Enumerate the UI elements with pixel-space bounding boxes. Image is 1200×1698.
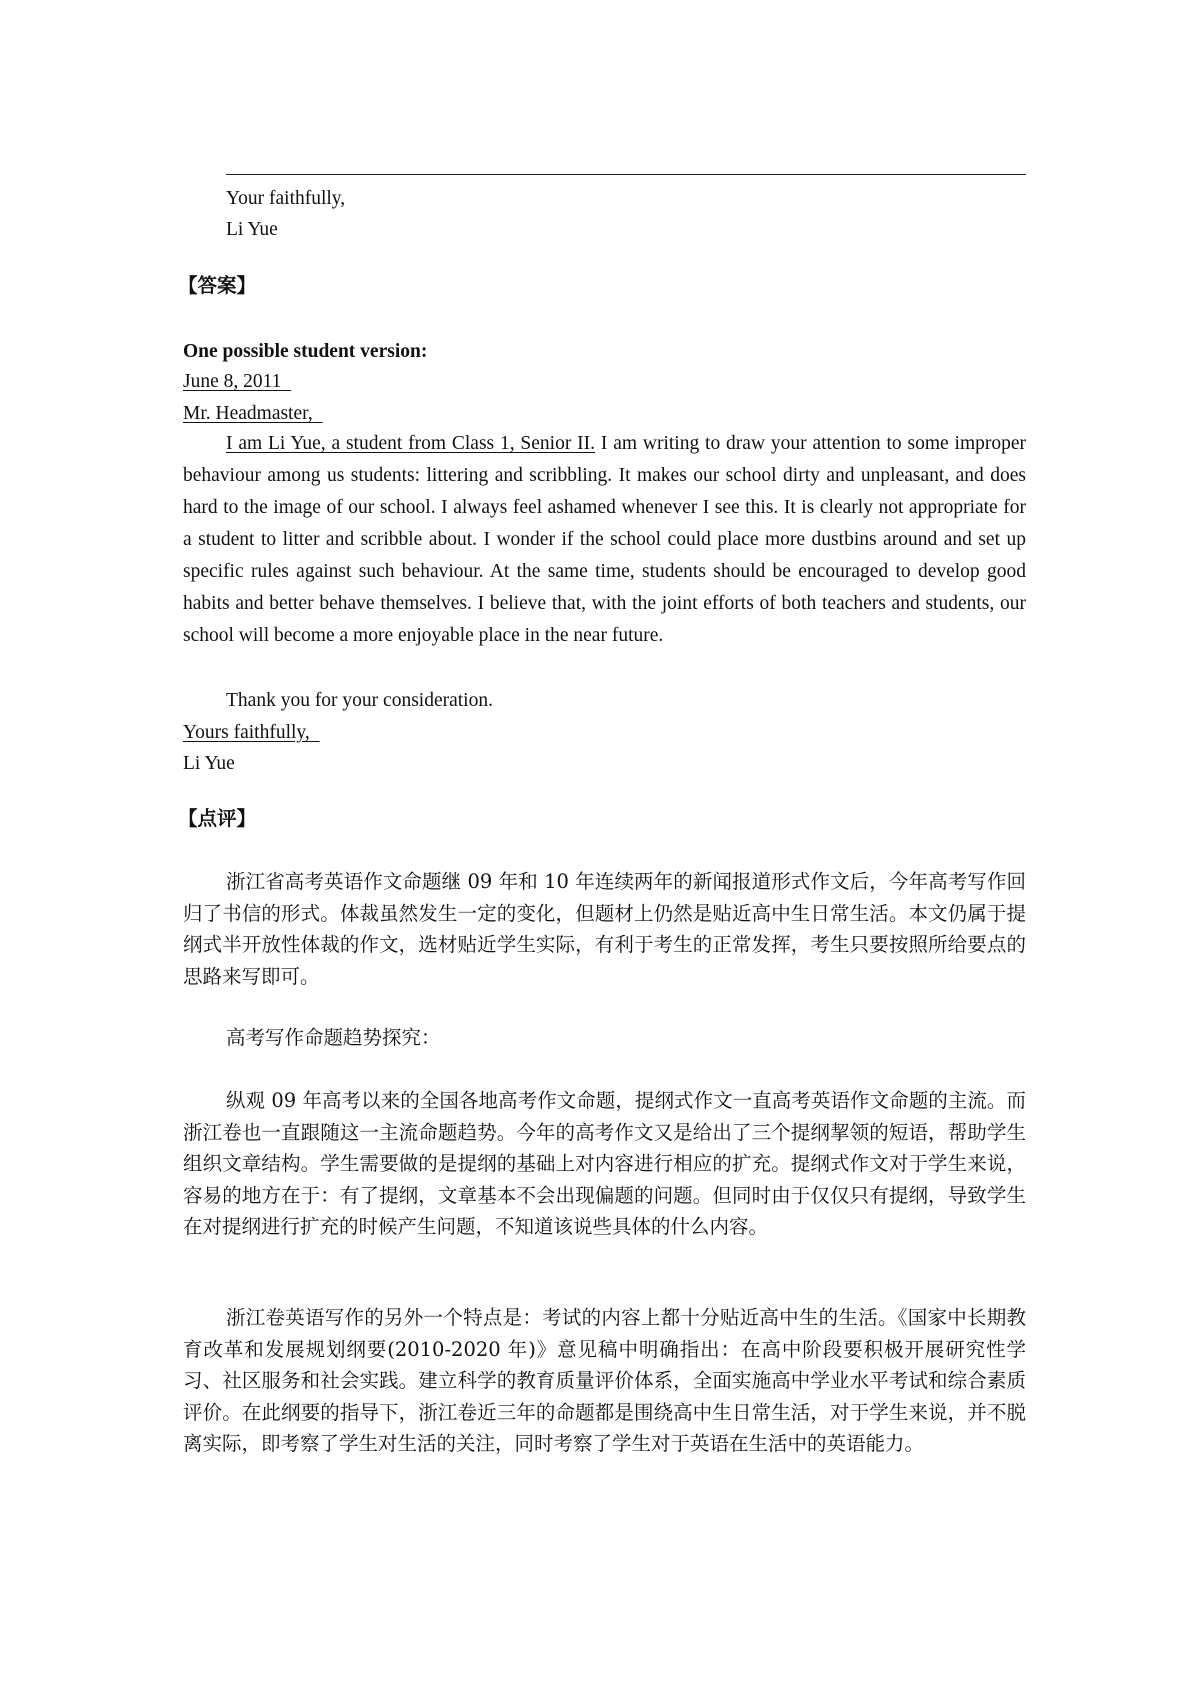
answer-intro-sentence: I am Li Yue, a student from Class 1, Senior II. xyxy=(226,433,596,454)
review-paragraph-1: 浙江省高考英语作文命题继 09 年和 10 年连续两年的新闻报道形式作文后，今年高考写作回归了书信的形式。体裁虽然发生一定的变化，但题材上仍然是贴近高中生日常生活。本文仍属于提纲式半开放性体裁的作文，选材贴近学生实际，有利于考生的正常发挥，考生只要按照所给要点的思路来写即可。 xyxy=(183,870,1026,988)
answer-body-paragraph xyxy=(183,428,1026,652)
letter-signature: Li Yue xyxy=(226,219,278,240)
review-heading: 【点评】 xyxy=(178,807,257,830)
writing-line-divider xyxy=(226,174,1026,175)
trend-title: 高考写作命题趋势探究： xyxy=(226,1026,441,1049)
answer-date xyxy=(183,366,291,398)
answer-date-text: June 8, 2011 xyxy=(183,371,282,392)
answer-body-text: I am writing to draw your attention to some improper behaviour among us students: littering and scribbling. It makes our school dirty and unpleasant, and does hard to the image of our school. I always feel ashamed whenever I see this. It is clearly not appropriate for a student to litter and scribble about. I wonder if the school could place more dustbins around and set up specific rules against such behaviour. At the same time, students should be encouraged to develop good habits and better behave themselves. I believe that, with the joint efforts of both teachers and students, our school will become a more enjoyable place in the near future. xyxy=(183,433,1026,646)
review-paragraph-2: 纵观 09 年高考以来的全国各地高考作文命题，提纲式作文一直高考英语作文命题的主流。而浙江卷也一直跟随这一主流命题趋势。今年的高考作文又是给出了三个提纲挈领的短语，帮助学生组织文章结构。学生需要做的是提纲的基础上对内容进行相应的扩充。提纲式作文对于学生来说，容易的地方在于：有了提纲，文章基本不会出现偏题的问题。但同时由于仅仅只有提纲，导致学生在对提纲进行扩充的时候产生问题，不知道该说些具体的什么内容。 xyxy=(183,1089,1026,1238)
review-paragraph-3: 浙江卷英语写作的另外一个特点是：考试的内容上都十分贴近高中生的生活。《国家中长期教育改革和发展规划纲要(2010-2020 年)》意见稿中明确指出：在高中阶段要积极开展研究性学习、社区服务和社会实践。建立科学的教育质量评价体系，全面实施高中学业水平考试和综合素质评价。在此纲要的指导下，浙江卷近三年的命题都是围绕高中生日常生活，对于学生来说，并不脱离实际，即考察了学生对生活的关注，同时考察了学生对于英语在生活中的英语能力。 xyxy=(183,1306,1026,1455)
answer-salutation-text: Mr. Headmaster, xyxy=(183,403,313,424)
answer-salutation xyxy=(183,398,322,430)
answer-signature: Li Yue xyxy=(183,753,235,774)
answer-closing xyxy=(183,717,320,749)
answer-thanks: Thank you for your consideration. xyxy=(226,690,493,711)
version-label: One possible student version: xyxy=(183,341,428,362)
answer-heading: 【答案】 xyxy=(178,274,257,297)
letter-closing: Your faithfully, xyxy=(226,188,346,209)
answer-closing-text: Yours faithfully, xyxy=(183,722,310,743)
